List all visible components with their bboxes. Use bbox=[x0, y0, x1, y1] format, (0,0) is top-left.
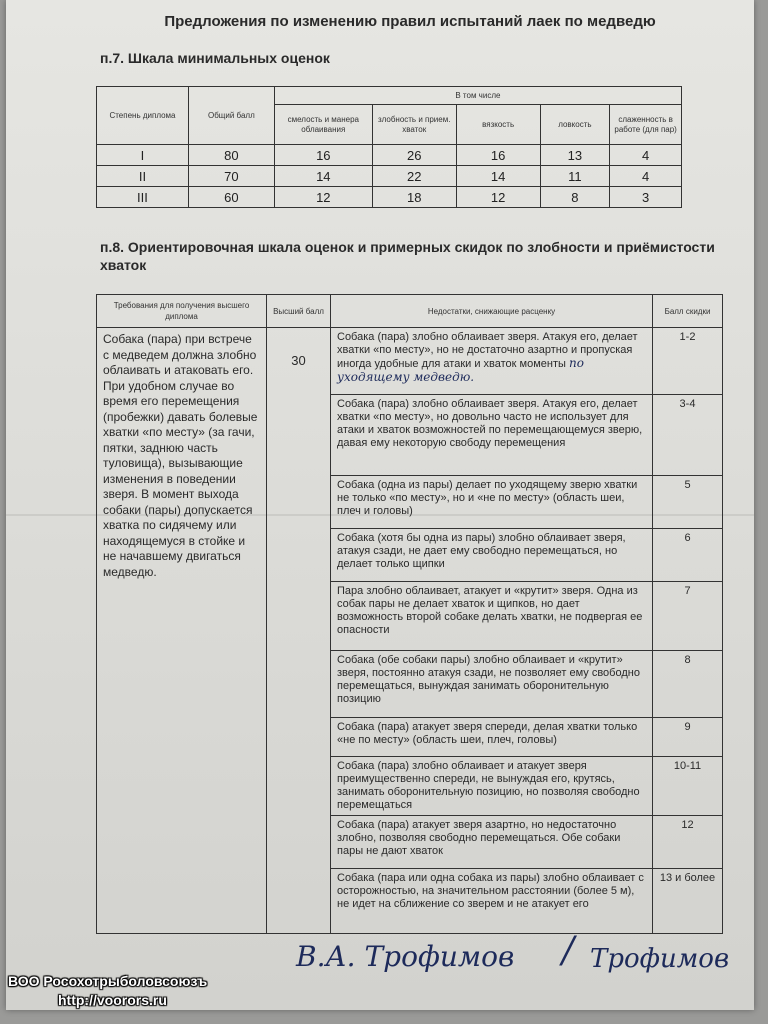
document-title: Предложения по изменению правил испытаний лаек по медведю bbox=[164, 13, 656, 30]
defect-text: Собака (пара) атакует зверя спереди, делая хватки только «не по месту» (область шеи, плеч, головы) bbox=[331, 718, 653, 757]
section-8-heading: п.8. Ориентировочная шкала оценок и примерных скидок по злобности и приёмистости хваток bbox=[100, 239, 715, 273]
defect-text: Собака (пара) атакует зверя азартно, но недостаточно злобно, позволяя свободно перемещаться. Обе собаки пары не дают хваток bbox=[331, 816, 653, 869]
malice-cell: 26 bbox=[372, 145, 456, 166]
defect-text: Собака (пара или одна собака из пары) злобно облаивает с осторожностью, на значительном расстоянии (более 5 м), не идет на сближение со зверем и не атакует его bbox=[331, 869, 653, 934]
agility-cell: 11 bbox=[540, 166, 610, 187]
requirement-header: Требования для получения высшего диплома bbox=[97, 295, 267, 328]
courage-cell: 16 bbox=[274, 145, 372, 166]
teamwork-cell: 4 bbox=[610, 145, 682, 166]
slash-mark: / bbox=[562, 930, 575, 971]
discount-scale-table bbox=[96, 294, 723, 934]
minimum-scores-table bbox=[96, 86, 682, 208]
tenacity-cell: 14 bbox=[456, 166, 540, 187]
discount-header: Балл скидки bbox=[653, 295, 723, 328]
signature-name: В.А. Трофимов bbox=[296, 940, 515, 973]
discount-value: 6 bbox=[653, 529, 723, 582]
signature-scribble: Трофимов bbox=[590, 944, 730, 974]
total-cell: 80 bbox=[188, 145, 274, 166]
malice-cell: 22 bbox=[372, 166, 456, 187]
discount-value: 10-11 bbox=[653, 757, 723, 816]
tenacity-header: вязкость bbox=[456, 105, 540, 145]
degree-cell: I bbox=[97, 145, 189, 166]
teamwork-cell: 4 bbox=[610, 166, 682, 187]
total-cell: 60 bbox=[188, 187, 274, 208]
max-score-value: 30 bbox=[267, 328, 331, 934]
table-row bbox=[97, 187, 682, 208]
tenacity-cell: 16 bbox=[456, 145, 540, 166]
degree-header: Степень диплома bbox=[97, 87, 189, 145]
defect-text: Собака (обе собаки пары) злобно облаивает и «крутит» зверя, постоянно атакуя сзади, не позволяет ему свободно перемещаться, вынуждая занимать оборонительную позицию bbox=[331, 651, 653, 718]
max-score-header: Высший балл bbox=[267, 295, 331, 328]
teamwork-header: слаженность в работе (для пар) bbox=[610, 105, 682, 145]
courage-cell: 14 bbox=[274, 166, 372, 187]
courage-header: смелость и манера облаивания bbox=[274, 105, 372, 145]
defect-text: Собака (пара) злобно облаивает зверя. Атакуя его, делает хватки «по месту», но довольно часто не использует для атаки и хваток возможностей по перемещающемуся зверю, давая ему некоторую свободу перемещения bbox=[331, 395, 653, 476]
degree-cell: II bbox=[97, 166, 189, 187]
section-7-heading: п.7. Шкала минимальных оценок bbox=[100, 50, 330, 66]
malice-header: злобность и прием. хваток bbox=[372, 105, 456, 145]
total-cell: 70 bbox=[188, 166, 274, 187]
table-row bbox=[97, 328, 723, 395]
table-row bbox=[97, 166, 682, 187]
table-row bbox=[97, 145, 682, 166]
including-header: В том числе bbox=[274, 87, 681, 105]
defect-text: Собака (хотя бы одна из пары) злобно облаивает зверя, атакуя сзади, не дает ему свободно перемещаться, но делает только щипки bbox=[331, 529, 653, 582]
tenacity-cell: 12 bbox=[456, 187, 540, 208]
teamwork-cell: 3 bbox=[610, 187, 682, 208]
defect-text: Собака (пара) злобно облаивает и атакует зверя преимущественно спереди, не вынуждая его, крутясь, занимать оборонительную позицию, но позволяя свободно перемещаться bbox=[331, 757, 653, 816]
degree-cell: III bbox=[97, 187, 189, 208]
requirement-text: Собака (пара) при встрече с медведем должна злобно облаивать и атаковать его. При удобном случае во время его перемещения (пробежки) давать болевые хватки «по месту» (за гачи, пятки, заднюю часть туловища), вызывающие изменения в поведении зверя. В момент выхода собаки (пары) допускается хватка по сидячему или находящемуся в стойке и не начавшему двигаться медведю. bbox=[97, 328, 267, 934]
discount-value: 12 bbox=[653, 816, 723, 869]
agility-cell: 13 bbox=[540, 145, 610, 166]
agility-cell: 8 bbox=[540, 187, 610, 208]
total-header: Общий балл bbox=[188, 87, 274, 145]
defect-printed-text: Собака (пара) злобно облаивает зверя. Атакуя его, делает хватки «по месту», но не достаточно азартно и пропуская иногда удобные для атаки и хваток моменты bbox=[337, 331, 638, 370]
defect-text: Собака (одна из пары) делает по уходящему зверю хватки не только «по месту», но и «не по месту» (область шеи, плеч и головы) bbox=[331, 476, 653, 529]
malice-cell: 18 bbox=[372, 187, 456, 208]
courage-cell: 12 bbox=[274, 187, 372, 208]
discount-value: 9 bbox=[653, 718, 723, 757]
defect-text: Пара злобно облаивает, атакует и «крутит» зверя. Одна из собак пары не делает хваток и щипков, но дает возможность второй собаке делать хватки, не подвергая ее опасности bbox=[331, 582, 653, 651]
discount-value: 3-4 bbox=[653, 395, 723, 476]
discount-value: 1-2 bbox=[653, 328, 723, 395]
defects-header: Недостатки, снижающие расценку bbox=[331, 295, 653, 328]
watermark-url: http://voorors.ru bbox=[58, 992, 167, 1008]
watermark-org: ВОО Росохотрыболовсоюзъ bbox=[8, 973, 208, 989]
discount-value: 7 bbox=[653, 582, 723, 651]
handwritten-insert: по уходящему медведю. bbox=[337, 356, 584, 384]
defect-text bbox=[331, 328, 653, 395]
discount-value: 8 bbox=[653, 651, 723, 718]
discount-value: 5 bbox=[653, 476, 723, 529]
agility-header: ловкость bbox=[540, 105, 610, 145]
discount-value: 13 и более bbox=[653, 869, 723, 934]
